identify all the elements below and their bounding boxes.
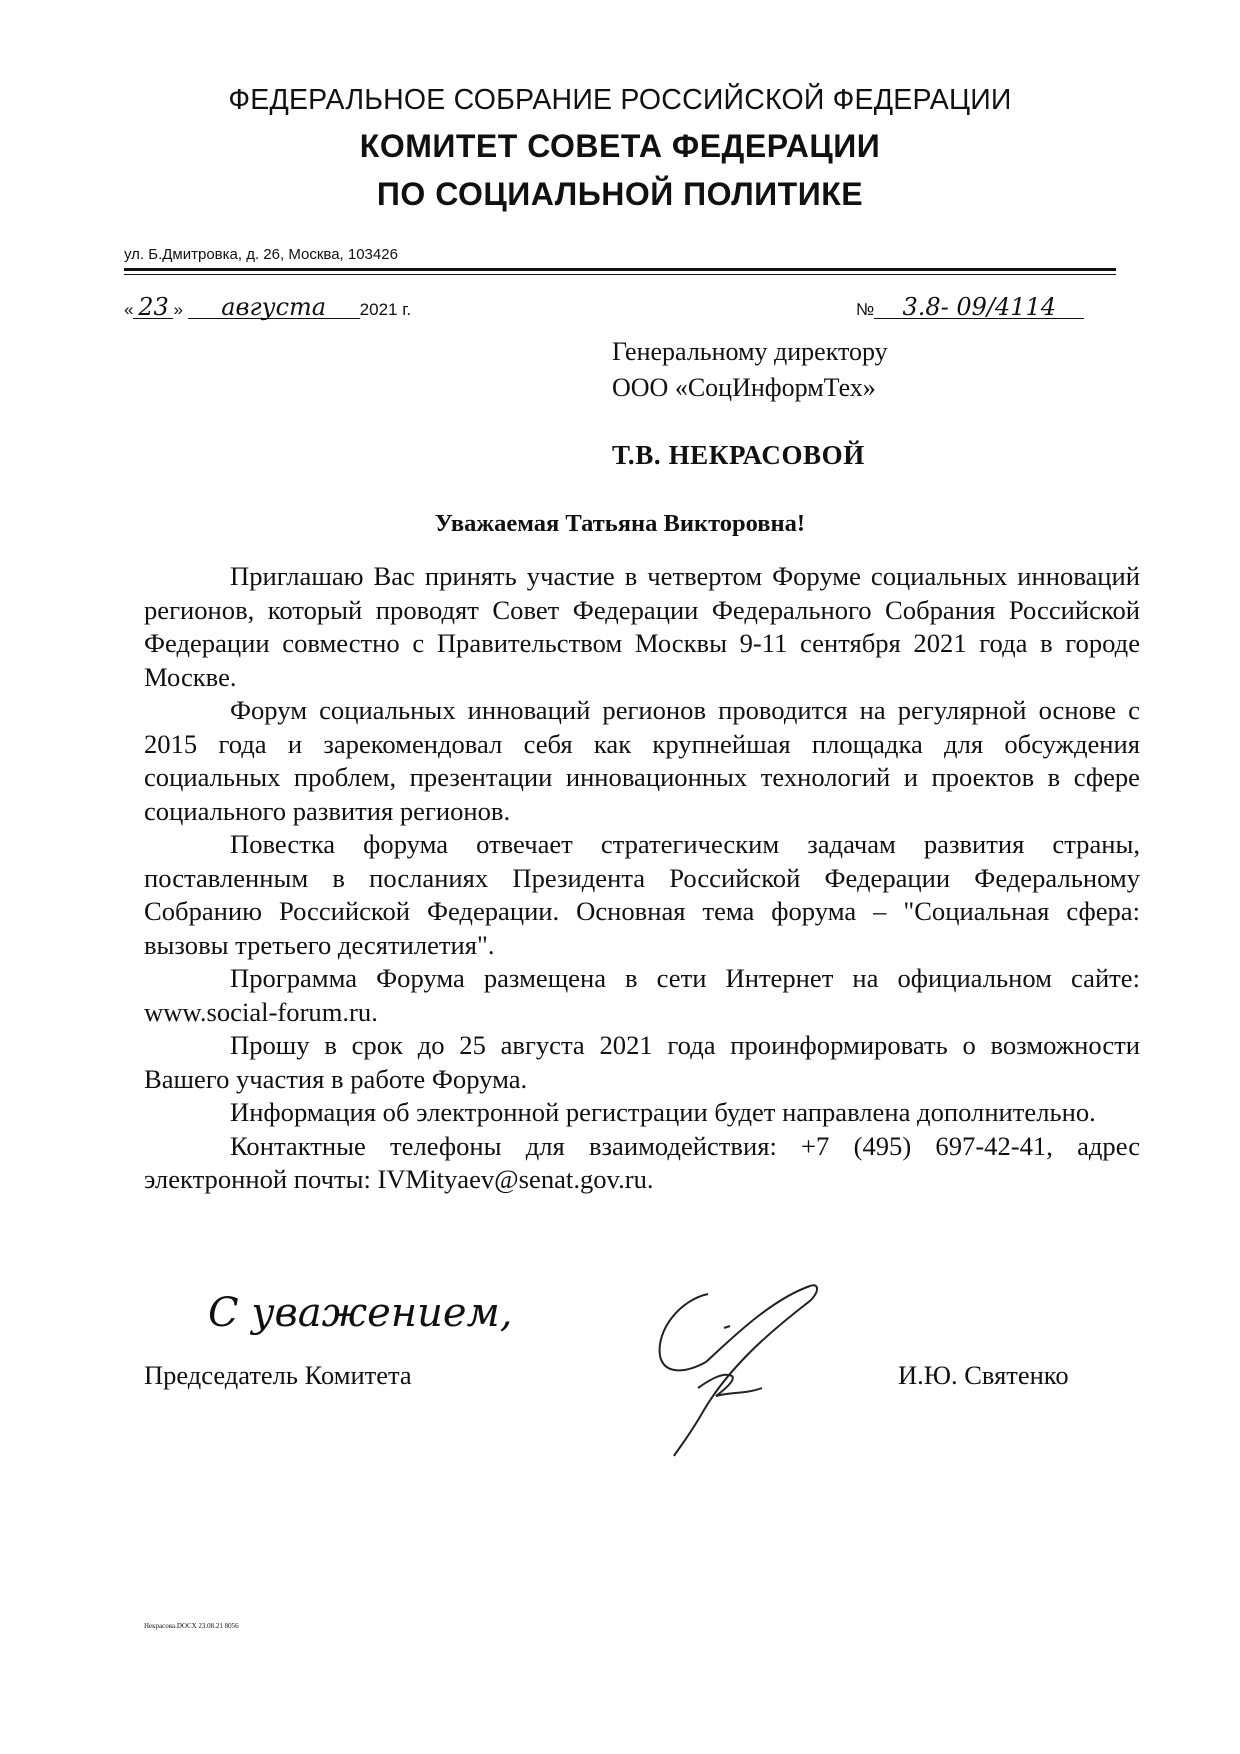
- paragraph: Повестка форума отвечает стратегическим задачам развития страны, поставленным в посланиях Президента Российской Федерации Федеральному Собранию Российской Федерации. Основная тема форума – "Социальная сфера: вызовы третьего десятилетия".: [144, 829, 1140, 960]
- closing-handwritten: С уважением,: [208, 1290, 513, 1336]
- date-quote-close: »: [173, 300, 183, 319]
- date-day-handwritten: 23: [133, 296, 173, 319]
- paragraph: Приглашаю Вас принять участие в четвертом Форуме социальных инноваций регионов, который проводят Совет Федерации Федерального Собрания Российской Федерации совместно с Правительством Москвы 9-11 сентября 2021 года в городе Москве.: [144, 561, 1140, 692]
- org-address: ул. Б.Дмитровка, д. 26, Москва, 103426: [124, 246, 398, 263]
- paragraph: Прошу в срок до 25 августа 2021 года проинформировать о возможности Вашего участия в работе Форума.: [144, 1030, 1140, 1094]
- paragraph: Информация об электронной регистрации будет направлена дополнительно.: [230, 1097, 1096, 1127]
- addressee-position: Генеральному директору: [612, 337, 888, 366]
- number-handwritten: 3.8- 09/4114: [874, 296, 1084, 319]
- paragraph: Форум социальных инноваций регионов проводится на регулярной основе с 2015 года и зарекомендовал себя как крупнейшая площадка для обсуждения социальных проблем, презентации инновационных технологий и проектов в сфере социального развития регионов.: [144, 695, 1140, 826]
- date-month-handwritten: августа: [188, 296, 360, 319]
- date-quote-open: «: [124, 300, 134, 319]
- letter-body: [144, 560, 1140, 1197]
- signer-name: И.Ю. Святенко: [898, 1360, 1069, 1390]
- header-rule-thick: [124, 268, 1116, 271]
- salutation: Уважаемая Татьяна Викторовна!: [434, 510, 806, 537]
- addressee-company: ООО «СоцИнформТех»: [612, 373, 876, 402]
- committee-name-line2: ПО СОЦИАЛЬНОЙ ПОЛИТИКЕ: [376, 176, 864, 212]
- letter-date: [124, 293, 412, 321]
- committee-name-line1: КОМИТЕТ СОВЕТА ФЕДЕРАЦИИ: [359, 128, 881, 164]
- signer-title: Председатель Комитета: [144, 1360, 412, 1390]
- letter-number: [856, 293, 1084, 321]
- paragraph: Программа Форума размещена в сети Интернет на официальном сайте: www.social-forum.ru.: [144, 963, 1140, 1027]
- org-name: ФЕДЕРАЛЬНОЕ СОБРАНИЕ РОССИЙСКОЙ ФЕДЕРАЦИИ: [228, 84, 1012, 116]
- addressee-name: Т.В. НЕКРАСОВОЙ: [612, 440, 865, 470]
- paragraph: Контактные телефоны для взаимодействия: +7 (495) 697-42-41, адрес электронной почты: IVMityaev@senat.gov.ru.: [144, 1130, 1140, 1194]
- header-rule-thin: [124, 274, 1116, 275]
- date-year: 2021 г.: [359, 300, 412, 319]
- addressee-block: [612, 334, 888, 406]
- number-sign: №: [856, 300, 875, 319]
- signature-icon: [620, 1270, 850, 1460]
- file-footer: Некрасова.DOCX 23.08.21 8056: [144, 1622, 239, 1630]
